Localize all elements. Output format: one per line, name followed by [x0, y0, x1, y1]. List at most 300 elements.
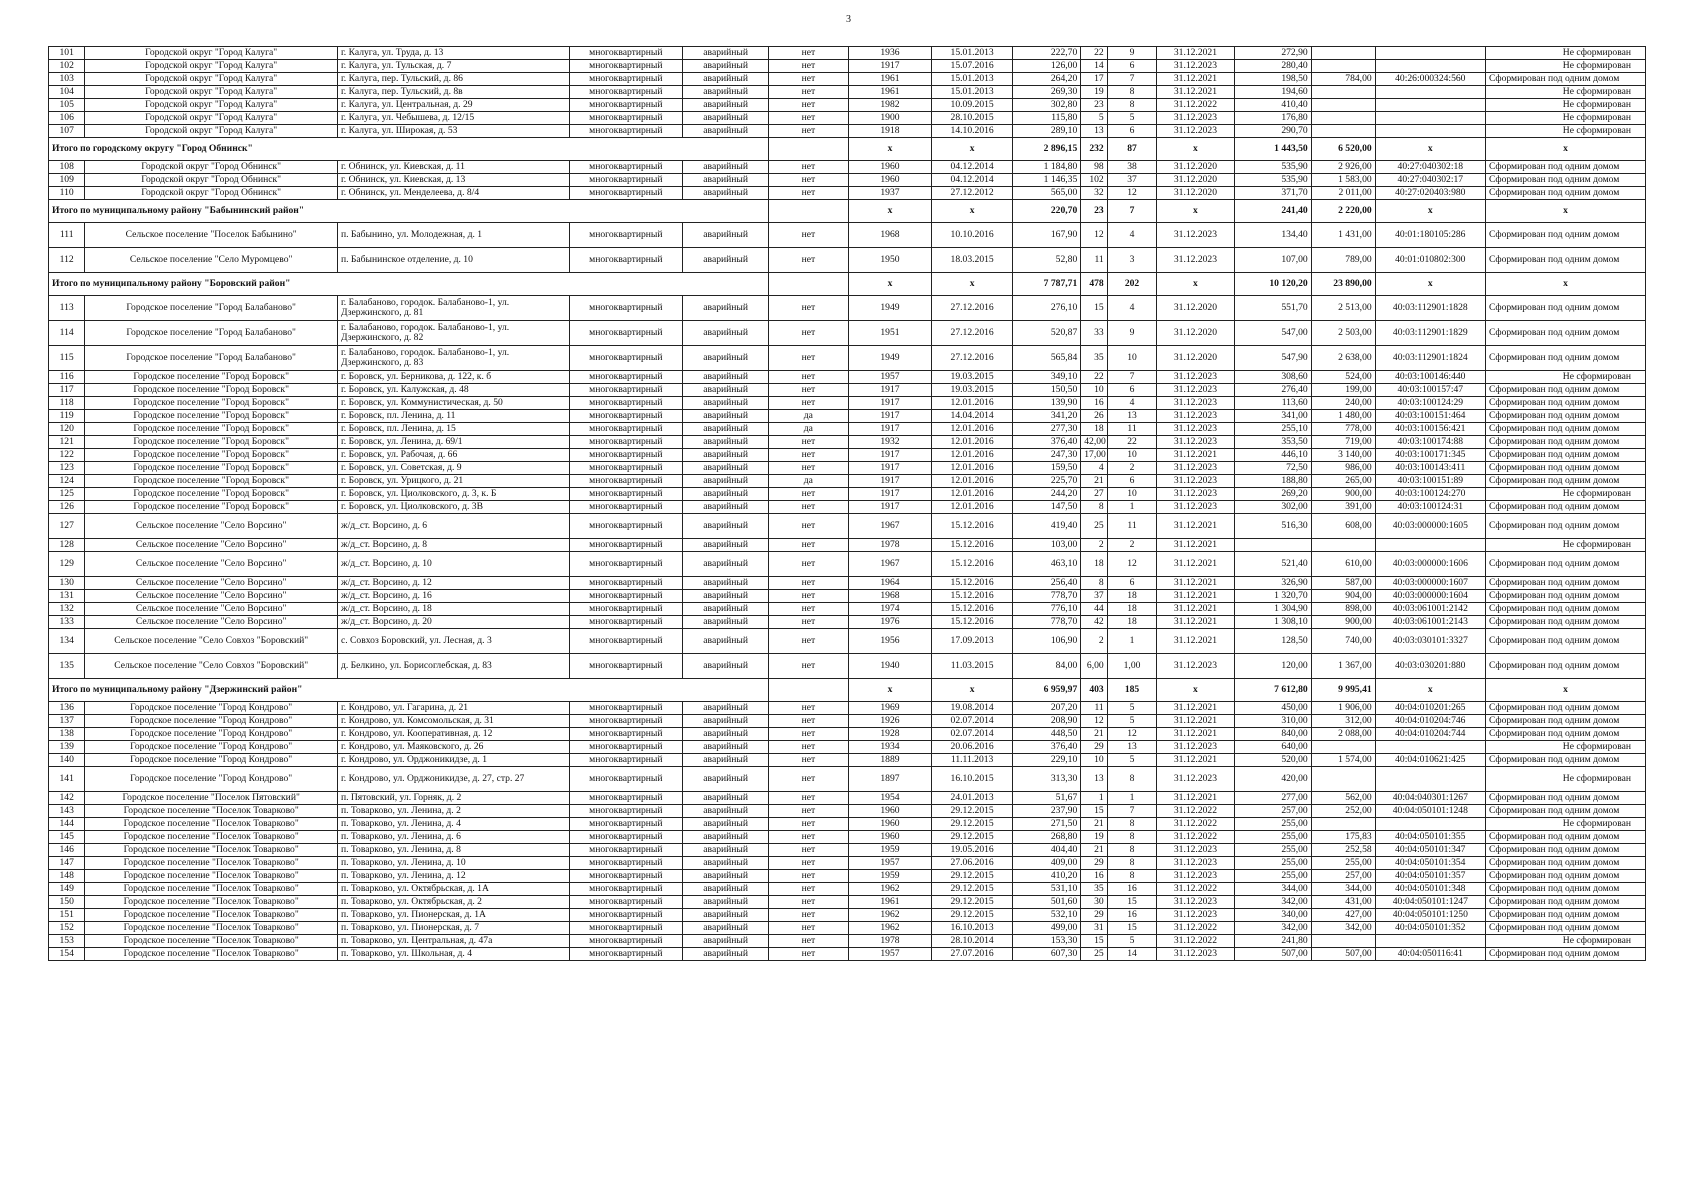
area-cell: 167,90 [1012, 223, 1080, 248]
flag-cell: нет [769, 857, 848, 870]
address-cell: г. Кондрово, ул. Кооперативная, д. 12 [337, 728, 569, 741]
house-type-cell: многоквартирный [569, 248, 683, 273]
row-number: 116 [49, 371, 85, 384]
table-row [49, 754, 1646, 767]
rooms-cell: 1 [1107, 501, 1157, 514]
due-date-cell: 31.12.2021 [1157, 728, 1234, 741]
condition-cell: аварийный [683, 86, 769, 99]
cadastral-cell [1375, 767, 1485, 792]
cadastral-cell [1375, 47, 1485, 60]
municipality-cell: Городское поселение "Поселок Товарково" [85, 896, 338, 909]
due-date-cell: 31.12.2023 [1157, 475, 1234, 488]
table-row [49, 436, 1646, 449]
cadastral-cell: 40:03:000000:1606 [1375, 552, 1485, 577]
land-area-cell: 524,00 [1311, 371, 1375, 384]
flag-cell: нет [769, 539, 848, 552]
resettle-area-cell: 302,00 [1234, 501, 1311, 514]
municipality-cell: Городское поселение "Город Боровск" [85, 410, 338, 423]
residents-cell: 403 [1081, 679, 1107, 702]
area-cell: 565,84 [1012, 346, 1080, 371]
date-cell: 12.01.2016 [932, 501, 1013, 514]
resettle-area-cell: 255,00 [1234, 870, 1311, 883]
date-cell: 29.12.2015 [932, 896, 1013, 909]
row-number: 153 [49, 935, 85, 948]
area-cell: 531,10 [1012, 883, 1080, 896]
area-cell: 84,00 [1012, 654, 1080, 679]
year-cell: 1960 [848, 161, 932, 174]
due-date-cell: 31.12.2023 [1157, 125, 1234, 138]
due-date-cell: 31.12.2020 [1157, 187, 1234, 200]
municipality-cell: Городской округ "Город Калуга" [85, 86, 338, 99]
area-cell: 153,30 [1012, 935, 1080, 948]
resettle-area-cell: 107,00 [1234, 248, 1311, 273]
row-number: 125 [49, 488, 85, 501]
resettle-area-cell: 128,50 [1234, 629, 1311, 654]
due-date-cell: 31.12.2022 [1157, 883, 1234, 896]
rooms-cell: 5 [1107, 112, 1157, 125]
subtotal-row [49, 273, 1646, 296]
subtotal-row [49, 679, 1646, 702]
land-area-cell: 610,00 [1311, 552, 1375, 577]
year-cell: 1932 [848, 436, 932, 449]
area-cell: 126,00 [1012, 60, 1080, 73]
area-cell: 376,40 [1012, 741, 1080, 754]
resettle-area-cell: 353,50 [1234, 436, 1311, 449]
condition-cell: аварийный [683, 831, 769, 844]
resettle-area-cell: 255,00 [1234, 844, 1311, 857]
rooms-cell: 38 [1107, 161, 1157, 174]
table-row [49, 616, 1646, 629]
house-type-cell: многоквартирный [569, 629, 683, 654]
status-cell: Сформирован под одним домом [1485, 449, 1645, 462]
municipality-cell: Городское поселение "Город Боровск" [85, 462, 338, 475]
area-cell: 159,50 [1012, 462, 1080, 475]
row-number: 139 [49, 741, 85, 754]
condition-cell: аварийный [683, 741, 769, 754]
condition-cell: аварийный [683, 539, 769, 552]
due-date-cell: 31.12.2023 [1157, 371, 1234, 384]
area-cell: 776,10 [1012, 603, 1080, 616]
residents-cell: 10 [1081, 384, 1107, 397]
resettle-area-cell: 10 120,20 [1234, 273, 1311, 296]
address-cell: г. Калуга, пер. Тульский, д. 8в [337, 86, 569, 99]
year-cell: 1962 [848, 909, 932, 922]
row-number: 115 [49, 346, 85, 371]
house-type-cell: многоквартирный [569, 767, 683, 792]
address-cell: п. Товарково, ул. Пионерская, д. 1А [337, 909, 569, 922]
row-number: 135 [49, 654, 85, 679]
land-area-cell: 1 906,00 [1311, 702, 1375, 715]
table-row [49, 870, 1646, 883]
year-cell: 1950 [848, 248, 932, 273]
land-area-cell: 784,00 [1311, 73, 1375, 86]
rooms-cell: 10 [1107, 346, 1157, 371]
condition-cell: аварийный [683, 248, 769, 273]
year-cell: 1917 [848, 60, 932, 73]
status-cell: Сформирован под одним домом [1485, 296, 1645, 321]
rooms-cell: 10 [1107, 449, 1157, 462]
due-date-cell: 31.12.2021 [1157, 792, 1234, 805]
resettle-area-cell: 547,90 [1234, 346, 1311, 371]
year-cell: 1917 [848, 397, 932, 410]
table-row [49, 73, 1646, 86]
rooms-cell: 16 [1107, 909, 1157, 922]
area-cell: 276,10 [1012, 296, 1080, 321]
municipality-cell: Городское поселение "Поселок Товарково" [85, 935, 338, 948]
flag-cell: нет [769, 73, 848, 86]
resettle-area-cell: 194,60 [1234, 86, 1311, 99]
flag-cell: нет [769, 909, 848, 922]
condition-cell: аварийный [683, 818, 769, 831]
cadastral-cell: x [1375, 679, 1485, 702]
empty-cell [769, 679, 848, 702]
residents-cell: 102 [1081, 174, 1107, 187]
address-cell: ж/д_ст. Ворсино, д. 16 [337, 590, 569, 603]
table-row [49, 423, 1646, 436]
land-area-cell: 252,00 [1311, 805, 1375, 818]
cadastral-cell: 40:03:112901:1824 [1375, 346, 1485, 371]
resettle-area-cell: 410,40 [1234, 99, 1311, 112]
rooms-cell: 8 [1107, 844, 1157, 857]
condition-cell: аварийный [683, 792, 769, 805]
rooms-cell: 13 [1107, 741, 1157, 754]
date-cell: 15.12.2016 [932, 552, 1013, 577]
date-cell: 27.07.2016 [932, 948, 1013, 961]
due-date-cell: 31.12.2023 [1157, 896, 1234, 909]
due-date-cell: x [1157, 273, 1234, 296]
municipality-cell: Городское поселение "Город Боровск" [85, 371, 338, 384]
municipality-cell: Городское поселение "Поселок Товарково" [85, 883, 338, 896]
cadastral-cell [1375, 935, 1485, 948]
condition-cell: аварийный [683, 501, 769, 514]
status-cell: Сформирован под одним домом [1485, 590, 1645, 603]
status-cell: Сформирован под одним домом [1485, 73, 1645, 86]
due-date-cell: 31.12.2023 [1157, 488, 1234, 501]
due-date-cell: x [1157, 679, 1234, 702]
flag-cell: нет [769, 935, 848, 948]
rooms-cell: 8 [1107, 767, 1157, 792]
area-cell: 376,40 [1012, 436, 1080, 449]
due-date-cell: 31.12.2020 [1157, 346, 1234, 371]
date-cell: 15.12.2016 [932, 577, 1013, 590]
cadastral-cell: 40:03:100124:270 [1375, 488, 1485, 501]
municipality-cell: Городское поселение "Поселок Товарково" [85, 870, 338, 883]
resettle-area-cell: 269,20 [1234, 488, 1311, 501]
table-row [49, 539, 1646, 552]
status-cell: Сформирован под одним домом [1485, 321, 1645, 346]
condition-cell: аварийный [683, 488, 769, 501]
condition-cell: аварийный [683, 475, 769, 488]
residents-cell: 19 [1081, 831, 1107, 844]
due-date-cell: 31.12.2021 [1157, 616, 1234, 629]
flag-cell: нет [769, 805, 848, 818]
row-number: 107 [49, 125, 85, 138]
cadastral-cell [1375, 818, 1485, 831]
resettle-area-cell: 134,40 [1234, 223, 1311, 248]
address-cell: г. Калуга, пер. Тульский, д. 86 [337, 73, 569, 86]
status-cell: Не сформирован [1485, 86, 1645, 99]
house-type-cell: многоквартирный [569, 702, 683, 715]
municipality-cell: Городское поселение "Город Кондрово" [85, 702, 338, 715]
date-cell: 14.10.2016 [932, 125, 1013, 138]
residents-cell: 25 [1081, 948, 1107, 961]
condition-cell: аварийный [683, 174, 769, 187]
table-row [49, 702, 1646, 715]
house-type-cell: многоквартирный [569, 922, 683, 935]
house-type-cell: многоквартирный [569, 616, 683, 629]
due-date-cell: 31.12.2021 [1157, 629, 1234, 654]
year-cell: 1960 [848, 805, 932, 818]
residents-cell: 16 [1081, 870, 1107, 883]
year-cell: 1917 [848, 449, 932, 462]
due-date-cell: 31.12.2023 [1157, 909, 1234, 922]
due-date-cell: 31.12.2022 [1157, 805, 1234, 818]
municipality-cell: Городской округ "Город Обнинск" [85, 187, 338, 200]
status-cell: Сформирован под одним домом [1485, 552, 1645, 577]
row-number: 150 [49, 896, 85, 909]
municipality-cell: Городское поселение "Город Кондрово" [85, 715, 338, 728]
table-row [49, 174, 1646, 187]
table-row [49, 922, 1646, 935]
residents-cell: 16 [1081, 397, 1107, 410]
house-type-cell: многоквартирный [569, 935, 683, 948]
flag-cell: нет [769, 384, 848, 397]
residents-cell: 42,00 [1081, 436, 1107, 449]
table-row [49, 475, 1646, 488]
rooms-cell: 22 [1107, 436, 1157, 449]
address-cell: п. Товарково, ул. Центральная, д. 47а [337, 935, 569, 948]
address-cell: г. Боровск, пл. Ленина, д. 11 [337, 410, 569, 423]
condition-cell: аварийный [683, 223, 769, 248]
address-cell: г. Балабаново, городок. Балабаново-1, ул. Дзержинского, д. 82 [337, 321, 569, 346]
rooms-cell: 16 [1107, 883, 1157, 896]
table-row [49, 935, 1646, 948]
address-cell: д. Белкино, ул. Борисоглебская, д. 83 [337, 654, 569, 679]
address-cell: ж/д_ст. Ворсино, д. 8 [337, 539, 569, 552]
land-area-cell: 778,00 [1311, 423, 1375, 436]
cadastral-cell: 40:04:010204:744 [1375, 728, 1485, 741]
resettle-area-cell: 1 443,50 [1234, 138, 1311, 161]
year-cell: 1964 [848, 577, 932, 590]
municipality-cell: Сельское поселение "Село Ворсино" [85, 514, 338, 539]
house-type-cell: многоквартирный [569, 60, 683, 73]
land-area-cell: 23 890,00 [1311, 273, 1375, 296]
condition-cell: аварийный [683, 462, 769, 475]
year-cell: 1940 [848, 654, 932, 679]
condition-cell: аварийный [683, 603, 769, 616]
land-area-cell [1311, 60, 1375, 73]
land-area-cell: 199,00 [1311, 384, 1375, 397]
cadastral-cell: 40:27:040302:17 [1375, 174, 1485, 187]
date-cell: 27.12.2016 [932, 321, 1013, 346]
due-date-cell: 31.12.2023 [1157, 654, 1234, 679]
resettle-area-cell: 551,70 [1234, 296, 1311, 321]
due-date-cell: 31.12.2022 [1157, 831, 1234, 844]
status-cell: Сформирован под одним домом [1485, 883, 1645, 896]
resettle-area-cell: 326,90 [1234, 577, 1311, 590]
residents-cell: 19 [1081, 86, 1107, 99]
land-area-cell: 789,00 [1311, 248, 1375, 273]
rooms-cell: 5 [1107, 715, 1157, 728]
house-type-cell: многоквартирный [569, 47, 683, 60]
area-cell: 404,40 [1012, 844, 1080, 857]
address-cell: п. Товарково, ул. Октябрьская, д. 2 [337, 896, 569, 909]
address-cell: г. Обнинск, ул. Менделеева, д. 8/4 [337, 187, 569, 200]
status-cell: Сформирован под одним домом [1485, 603, 1645, 616]
resettle-area-cell: 290,70 [1234, 125, 1311, 138]
area-cell: 463,10 [1012, 552, 1080, 577]
year-cell: 1978 [848, 539, 932, 552]
condition-cell: аварийный [683, 397, 769, 410]
status-cell: Сформирован под одним домом [1485, 922, 1645, 935]
house-type-cell: многоквартирный [569, 552, 683, 577]
area-cell: 1 146,35 [1012, 174, 1080, 187]
due-date-cell: 31.12.2023 [1157, 501, 1234, 514]
rooms-cell: 6 [1107, 125, 1157, 138]
date-cell: 04.12.2014 [932, 174, 1013, 187]
table-row [49, 99, 1646, 112]
due-date-cell: 31.12.2021 [1157, 754, 1234, 767]
house-type-cell: многоквартирный [569, 410, 683, 423]
date-cell: x [932, 273, 1013, 296]
rooms-cell: 7 [1107, 200, 1157, 223]
year-cell: 1956 [848, 629, 932, 654]
year-cell: 1978 [848, 935, 932, 948]
row-number: 111 [49, 223, 85, 248]
date-cell: 27.12.2012 [932, 187, 1013, 200]
table-row [49, 112, 1646, 125]
due-date-cell: 31.12.2022 [1157, 99, 1234, 112]
cadastral-cell: 40:03:030101:3327 [1375, 629, 1485, 654]
municipality-cell: Сельское поселение "Село Совхоз "Боровский" [85, 654, 338, 679]
address-cell: п. Бабынино, ул. Молодежная, д. 1 [337, 223, 569, 248]
house-type-cell: многоквартирный [569, 125, 683, 138]
condition-cell: аварийный [683, 909, 769, 922]
status-cell: x [1485, 138, 1645, 161]
resettle-area-cell: 340,00 [1234, 909, 1311, 922]
flag-cell: нет [769, 629, 848, 654]
status-cell: x [1485, 273, 1645, 296]
residents-cell: 27 [1081, 488, 1107, 501]
date-cell: 29.12.2015 [932, 883, 1013, 896]
cadastral-cell: 40:03:112901:1828 [1375, 296, 1485, 321]
flag-cell: нет [769, 161, 848, 174]
condition-cell: аварийный [683, 423, 769, 436]
cadastral-cell [1375, 539, 1485, 552]
area-cell: 268,80 [1012, 831, 1080, 844]
municipality-cell: Городской округ "Город Обнинск" [85, 161, 338, 174]
due-date-cell: 31.12.2023 [1157, 60, 1234, 73]
cadastral-cell: 40:03:100156:421 [1375, 423, 1485, 436]
condition-cell: аварийный [683, 844, 769, 857]
land-area-cell: 2 088,00 [1311, 728, 1375, 741]
table-row [49, 47, 1646, 60]
cadastral-cell: 40:04:050101:354 [1375, 857, 1485, 870]
status-cell: Сформирован под одним домом [1485, 792, 1645, 805]
resettle-area-cell: 257,00 [1234, 805, 1311, 818]
status-cell: Сформирован под одним домом [1485, 616, 1645, 629]
row-number: 103 [49, 73, 85, 86]
residents-cell: 29 [1081, 909, 1107, 922]
flag-cell: нет [769, 870, 848, 883]
address-cell: с. Совхоз Боровский, ул. Лесная, д. 3 [337, 629, 569, 654]
municipality-cell: Городское поселение "Поселок Товарково" [85, 909, 338, 922]
status-cell: Сформирован под одним домом [1485, 174, 1645, 187]
house-type-cell: многоквартирный [569, 728, 683, 741]
empty-cell [769, 200, 848, 223]
address-cell: ж/д_ст. Ворсино, д. 6 [337, 514, 569, 539]
table-row [49, 161, 1646, 174]
land-area-cell: 898,00 [1311, 603, 1375, 616]
status-cell: Сформирован под одним домом [1485, 161, 1645, 174]
rooms-cell: 6 [1107, 384, 1157, 397]
address-cell: г. Боровск, пл. Ленина, д. 15 [337, 423, 569, 436]
residents-cell: 5 [1081, 112, 1107, 125]
rooms-cell: 8 [1107, 831, 1157, 844]
municipality-cell: Городское поселение "Город Боровск" [85, 488, 338, 501]
address-cell: г. Балабаново, городок. Балабаново-1, ул. Дзержинского, д. 81 [337, 296, 569, 321]
status-cell: Сформирован под одним домом [1485, 397, 1645, 410]
year-cell: 1969 [848, 702, 932, 715]
status-cell: Не сформирован [1485, 60, 1645, 73]
resettle-area-cell: 547,00 [1234, 321, 1311, 346]
municipality-cell: Сельское поселение "Село Ворсино" [85, 539, 338, 552]
due-date-cell: 31.12.2023 [1157, 870, 1234, 883]
municipality-cell: Городской округ "Город Калуга" [85, 60, 338, 73]
year-cell: 1917 [848, 475, 932, 488]
address-cell: п. Товарково, ул. Ленина, д. 12 [337, 870, 569, 883]
cadastral-cell: 40:03:030201:880 [1375, 654, 1485, 679]
rooms-cell: 4 [1107, 296, 1157, 321]
rooms-cell: 87 [1107, 138, 1157, 161]
resettle-area-cell: 241,40 [1234, 200, 1311, 223]
rooms-cell: 12 [1107, 552, 1157, 577]
flag-cell: нет [769, 223, 848, 248]
date-cell: 16.10.2013 [932, 922, 1013, 935]
year-cell: 1960 [848, 818, 932, 831]
resettle-area-cell: 255,00 [1234, 818, 1311, 831]
row-number: 118 [49, 397, 85, 410]
cadastral-cell: 40:03:000000:1604 [1375, 590, 1485, 603]
status-cell: Сформирован под одним домом [1485, 462, 1645, 475]
housing-table [48, 46, 1646, 961]
land-area-cell: 255,00 [1311, 857, 1375, 870]
resettle-area-cell: 1 320,70 [1234, 590, 1311, 603]
land-area-cell: 2 926,00 [1311, 161, 1375, 174]
residents-cell: 30 [1081, 896, 1107, 909]
address-cell: г. Боровск, ул. Ленина, д. 69/1 [337, 436, 569, 449]
land-area-cell: 240,00 [1311, 397, 1375, 410]
rooms-cell: 9 [1107, 47, 1157, 60]
flag-cell: нет [769, 187, 848, 200]
land-area-cell [1311, 818, 1375, 831]
resettle-area-cell: 342,00 [1234, 922, 1311, 935]
area-cell: 220,70 [1012, 200, 1080, 223]
row-number: 105 [49, 99, 85, 112]
date-cell: 15.01.2013 [932, 86, 1013, 99]
condition-cell: аварийный [683, 754, 769, 767]
table-row [49, 741, 1646, 754]
land-area-cell [1311, 86, 1375, 99]
residents-cell: 15 [1081, 296, 1107, 321]
date-cell: 15.12.2016 [932, 514, 1013, 539]
area-cell: 778,70 [1012, 590, 1080, 603]
residents-cell: 11 [1081, 248, 1107, 273]
address-cell: г. Калуга, ул. Тульская, д. 7 [337, 60, 569, 73]
flag-cell: да [769, 475, 848, 488]
house-type-cell: многоквартирный [569, 161, 683, 174]
table-row [49, 397, 1646, 410]
